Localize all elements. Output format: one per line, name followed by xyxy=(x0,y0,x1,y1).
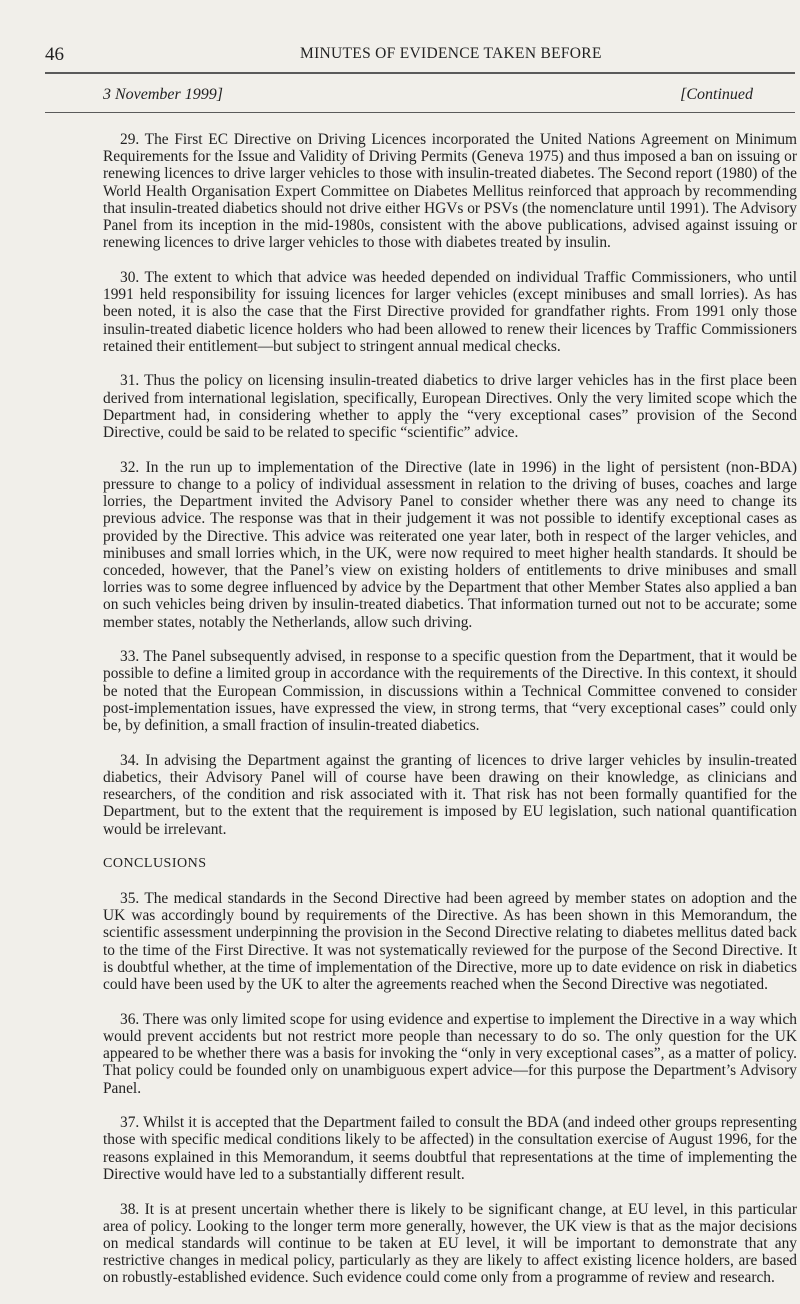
session-date: 3 November 1999] xyxy=(103,86,223,103)
paragraph-29: 29. The First EC Directive on Driving Licences incorporated the United Nations Agreement on Minimum Requirements for the Issue and Validity of Driving Permits (Geneva 1975) and thus imposed a ban on issuing or renewing licences to drive larger vehicles to those with insulin-treated diabetes. The Second report (1980) of the World Health Organisation Expert Committee on Diabetes Mellitus reinforced that approach by recommending that insulin-treated diabetics should not drive either HGVs or PSVs (the nomenclature until 1991). The Advisory Panel from its inception in the mid-1980s, consistent with the above publications, advised against issuing or renewing licences to drive larger vehicles to those with diabetes treated by insulin. xyxy=(103,131,797,252)
paragraph-32: 32. In the run up to implementation of the Directive (late in 1996) in the light of persistent (non-BDA) pressure to change to a policy of individual assessment in relation to the driving of buses, coaches and large lorries, the Department invited the Advisory Panel to consider whether there was any need to change its previous advice. The response was that in their judgement it was not possible to identify exceptional cases as provided by the Directive. This advice was reiterated one year later, both in respect of the larger vehicles, and minibuses and small lorries which, in the UK, were now required to meet higher health standards. It should be conceded, however, that the Panel’s view on existing holders of entitlements to drive minibuses and small lorries was to some degree influenced by advice by the Department that other Member States also applied a ban on such vehicles being driven by insulin-treated diabetics. That information turned out not to be accurate; some member states, notably the Netherlands, allow such driving. xyxy=(103,458,797,631)
continued-label: [Continued xyxy=(680,86,753,103)
header-rule-top xyxy=(45,72,795,74)
document-body xyxy=(103,131,797,1304)
paragraph-34: 34. In advising the Department against the granting of licences to drive larger vehicles by insulin-treated diabetics, their Advisory Panel will of course have been drawing on their knowledge, as clinicians and researchers, of the condition and risk associated with it. That risk has not been formally quantified for the Department, but to the extent that the requirement is imposed by EU legislation, such national quantification would be irrelevant. xyxy=(103,751,797,838)
section-heading: CONCLUSIONS xyxy=(103,856,207,872)
paragraph-36: 36. There was only limited scope for using evidence and expertise to implement the Directive in a way which would prevent accidents but not restrict more people than necessary to do so. The only question for the UK appeared to be whether there was a basis for invoking the “only in very exceptional cases”, as a matter of policy. That policy could be founded only on unambiguous expert advice—for this purpose the Department’s Advisory Panel. xyxy=(103,1010,797,1097)
paragraph-30: 30. The extent to which that advice was heeded depended on individual Traffic Commissioners, who until 1991 held responsibility for issuing licences for larger vehicles (except minibuses and small lorries). As has been noted, it is also the case that the First Directive provided for grandfather rights. From 1991 only those insulin-treated diabetic licence holders who had been allowed to renew their licences by Traffic Commissioners retained their entitlement—but subject to stringent annual medical checks. xyxy=(103,268,797,355)
paragraph-31: 31. Thus the policy on licensing insulin-treated diabetics to drive larger vehicles has in the first place been derived from international legislation, specifically, European Directives. Only the very limited scope which the Department had, in considering whether to apply the “very exceptional cases” provision of the Second Directive, could be said to be related to specific “scientific” advice. xyxy=(103,372,797,442)
paragraph-35: 35. The medical standards in the Second Directive had been agreed by member states on adoption and the UK was accordingly bound by requirements of the Directive. As has been shown in this Memorandum, the scientific assessment underpinning the provision in the Second Directive relating to diabetes mellitus dated back to the time of the First Directive. It was not systematically reviewed for the purpose of the Second Directive. It is doubtful whether, at the time of implementation of the Directive, more up to date evidence on risk in diabetics could have been used by the UK to alter the agreements reached when the Second Directive was negotiated. xyxy=(103,890,797,994)
paragraph-37: 37. Whilst it is accepted that the Department failed to consult the BDA (and indeed other groups representing those with specific medical conditions likely to be affected) in the consultation exercise of August 1996, for the reasons explained in this Memorandum, it seems doubtful that representations at the time of implementing the Directive would have led to a substantially different result. xyxy=(103,1114,797,1183)
header-rule-bottom xyxy=(45,112,795,113)
page-number: 46 xyxy=(45,44,64,65)
paragraph-33: 33. The Panel subsequently advised, in response to a specific question from the Department, that it would be possible to define a limited group in accordance with the requirements of the Directive. In this context, it should be noted that the European Commission, in discussions within a Technical Committee convened to consider post-implementation issues, have expressed the view, in strong terms, that “very exceptional cases” could only be, by definition, a small fraction of insulin-treated diabetics. xyxy=(103,648,797,735)
running-title: MINUTES OF EVIDENCE TAKEN BEFORE xyxy=(300,45,602,62)
page-header xyxy=(45,44,760,70)
paragraph-38: 38. It is at present uncertain whether there is likely to be significant change, at EU level, in this particular area of policy. Looking to the longer term more generally, however, the UK view is that as the major decisions on medical standards will continue to be taken at EU level, it will be important to demonstrate that any restrictive changes in medical policy, particularly as they are likely to affect existing licence holders, are based on robustly-established evidence. Such evidence could come only from a programme of review and research. xyxy=(103,1200,797,1287)
